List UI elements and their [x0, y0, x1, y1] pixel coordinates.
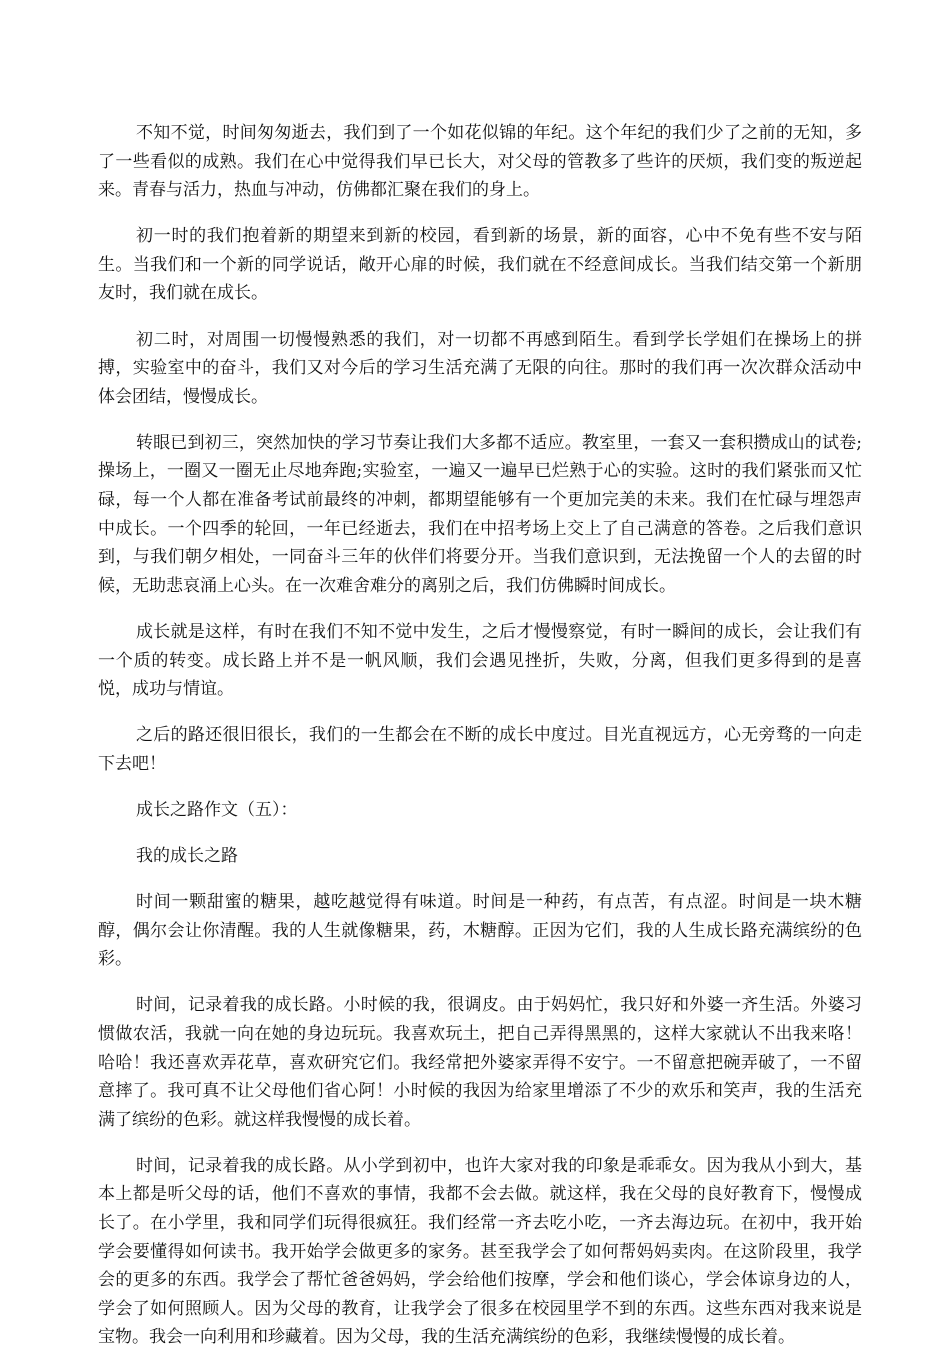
paragraph-3: 初二时，对周围一切慢慢熟悉的我们，对一切都不再感到陌生。看到学长学姐们在操场上的拼搏，实验室中的奋斗，我们又对今后的学习生活充满了无限的向往。那时的我们再一次次群众活动中体会团结，慢慢成长。 [98, 329, 862, 407]
paragraph-8: 时间，记录着我的成长路。小时候的我，很调皮。由于妈妈忙，我只好和外婆一齐生活。外婆习惯做农活，我就一向在她的身边玩玩。我喜欢玩土，把自己弄得黑黑的，这样大家就认不出我来咯！哈哈！我还喜欢弄花草，喜欢研究它们。我经常把外婆家弄得不安宁。一不留意把碗弄破了，一不留意摔了。我可真不让父母他们省心阿！小时候的我因为给家里增添了不少的欢乐和笑声，我的生活充满了缤纷的色彩。就这样我慢慢的成长着。 [98, 995, 862, 1130]
paragraph-7: 时间一颗甜蜜的糖果，越吃越觉得有味道。时间是一种药，有点苦，有点涩。时间是一块木糖醇，偶尔会让你清醒。我的人生就像糖果，药，木糖醇。正因为它们，我的人生成长路充满缤纷的色彩。 [98, 892, 862, 970]
document-page [98, 119, 862, 1369]
paragraph-9: 时间，记录着我的成长路。从小学到初中，也许大家对我的印象是乖乖女。因为我从小到大，基本上都是听父母的话，他们不喜欢的事情，我都不会去做。就这样，我在父母的良好教育下，慢慢成长了。在小学里，我和同学们玩得很疯狂。我们经常一齐去吃小吃，一齐去海边玩。在初中，我开始学会要懂得如何读书。我开始学会做更多的家务。甚至我学会了如何帮妈妈卖肉。在这阶段里，我学会的更多的东西。我学会了帮忙爸爸妈妈，学会给他们按摩，学会和他们谈心，学会体谅身边的人，学会了如何照顾人。因为父母的教育，让我学会了很多在校园里学不到的东西。这些东西对我来说是宝物。我会一向利用和珍藏着。因为父母，我的生活充满缤纷的色彩，我继续慢慢的成长着。 [98, 1155, 862, 1348]
paragraph-6: 之后的路还很旧很长，我们的一生都会在不断的成长中度过。目光直视远方，心无旁骛的一向走下去吧！ [98, 725, 862, 774]
paragraph-2: 初一时的我们抱着新的期望来到新的校园，看到新的场景，新的面容，心中不免有些不安与陌生。当我们和一个新的同学说话，敞开心扉的时候，我们就在不经意间成长。当我们结交第一个新朋友时，我们就在成长。 [98, 226, 862, 304]
paragraph-5: 成长就是这样，有时在我们不知不觉中发生，之后才慢慢察觉，有时一瞬间的成长，会让我们有一个质的转变。成长路上并不是一帆风顺，我们会遇见挫折，失败，分离，但我们更多得到的是喜悦，成功与情谊。 [98, 621, 862, 700]
paragraph-1: 不知不觉，时间匆匆逝去，我们到了一个如花似锦的年纪。这个年纪的我们少了之前的无知，多了一些看似的成熟。我们在心中觉得我们早已长大，对父母的管教多了些许的厌烦，我们变的叛逆起来。青春与活力，热血与冲动，仿佛都汇聚在我们的身上。 [98, 123, 862, 201]
paragraph-4: 转眼已到初三，突然加快的学习节奏让我们大多都不适应。教室里，一套又一套积攒成山的试卷;操场上，一圈又一圈无止尽地奔跑;实验室，一遍又一遍早已烂熟于心的实验。这时的我们紧张而又忙碌，每一个人都在准备考试前最终的冲刺，都期望能够有一个更加完美的未来。我们在忙碌与埋怨声中成长。一个四季的轮回，一年已经逝去，我们在中招考场上交上了自己满意的答卷。之后我们意识到，与我们朝夕相处，一同奋斗三年的伙伴们将要分开。当我们意识到，无法挽留一个人的去留的时候，无助悲哀涌上心头。在一次难舍难分的离别之后，我们仿佛瞬时间成长。 [98, 432, 862, 596]
essay-title: 我的成长之路 [136, 845, 238, 866]
section-heading: 成长之路作文（五）： [136, 799, 298, 820]
